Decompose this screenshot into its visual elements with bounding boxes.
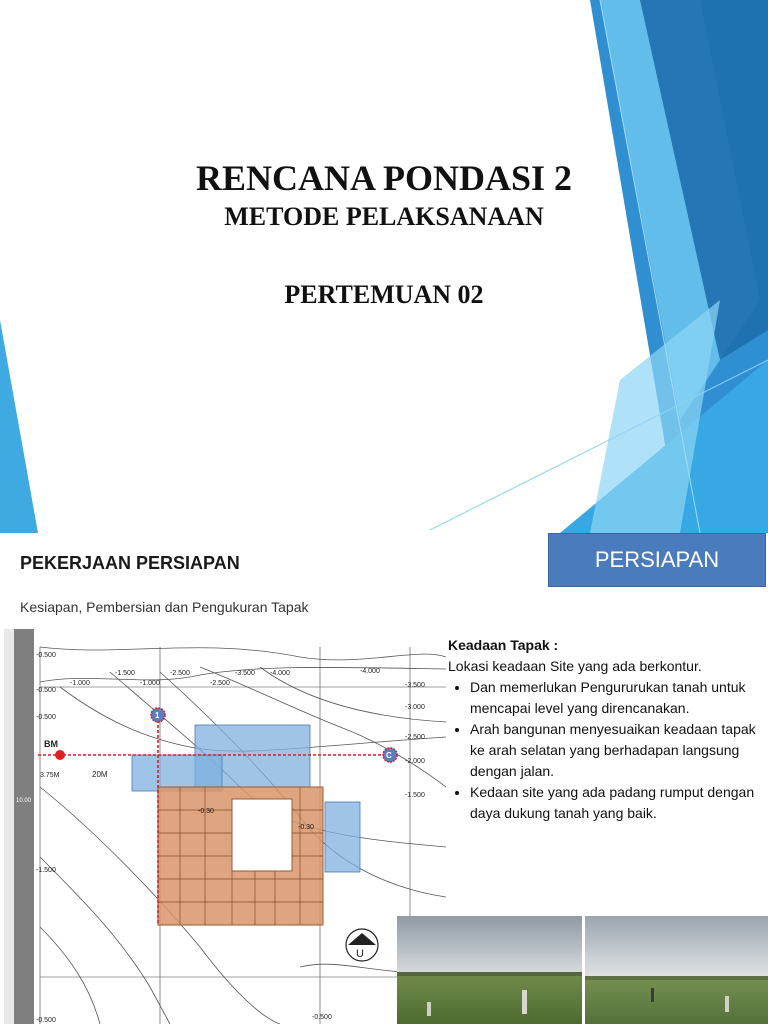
bm-marker <box>55 750 65 760</box>
level-label: -3.000 <box>405 704 425 711</box>
distance-large-label: 20M <box>92 770 108 779</box>
level-label: -0.30 <box>198 808 214 815</box>
road-shoulder <box>4 629 14 1024</box>
info-bullet: • Dan memerlukan Pengururukan tanah untuk mencapai level yang direncanakan. <box>470 677 766 719</box>
photo-survey-post <box>522 990 527 1014</box>
level-label: -2.500 <box>210 680 230 687</box>
section-subtitle: Kesiapan, Pembersian dan Pengukuran Tapak <box>20 599 309 615</box>
photo-survey-post <box>725 996 729 1012</box>
level-label: -1.000 <box>70 680 90 687</box>
deco-left-triangle <box>0 320 38 533</box>
site-photo-2-image <box>585 916 768 1024</box>
level-label: -4.000 <box>360 668 380 675</box>
section-title: PEKERJAAN PERSIAPAN <box>20 553 240 573</box>
site-photo-2 <box>585 916 768 1024</box>
foundation-void <box>232 799 292 871</box>
road-strip <box>14 629 34 1024</box>
level-label: -0.500 <box>36 1017 56 1024</box>
level-label: -2.500 <box>170 670 190 677</box>
photo-sky <box>397 916 582 976</box>
blue-block-left <box>132 755 222 791</box>
photo-grass <box>585 980 768 1024</box>
level-label: -2.500 <box>405 734 425 741</box>
persiapan-badge: PERSIAPAN <box>548 533 766 587</box>
blue-block-right <box>325 802 360 872</box>
level-left-label: 10.00 <box>16 798 32 804</box>
slide-subtitle: METODE PELAKSANAAN <box>224 202 544 231</box>
foundation-block <box>158 787 323 925</box>
photo-survey-post <box>427 1002 431 1016</box>
photo-grass <box>397 976 582 1024</box>
site-photo-1-image <box>397 916 582 1024</box>
info-bullet: • Kedaan site yang ada padang rumput dengan daya dukung tanah yang baik. <box>470 782 766 824</box>
site-info-panel <box>448 635 766 824</box>
level-label: -1.000 <box>140 680 160 687</box>
level-label: -2.000 <box>405 758 425 765</box>
info-bullet: • Arah bangunan menyesuaikan keadaan tapak ke arah selatan yang berhadapan langsung dengan jalan. <box>470 719 766 782</box>
slide-title: RENCANA PONDASI 2 <box>195 158 573 198</box>
level-label: -0.500 <box>36 714 56 721</box>
content-slide <box>0 533 768 1024</box>
north-label: U <box>356 948 364 960</box>
level-label: -3.500 <box>235 670 255 677</box>
level-label: -0.500 <box>36 687 56 694</box>
axis-1-label: 1 <box>155 711 160 720</box>
level-label: -0.30 <box>298 824 314 831</box>
level-label: -4.000 <box>270 670 290 677</box>
bm-label: BM <box>44 739 58 749</box>
info-intro: Lokasi keadaan Site yang ada berkontur. <box>448 658 702 674</box>
level-label: -0.500 <box>312 1014 332 1021</box>
photo-sky <box>585 916 768 980</box>
site-photo-1 <box>397 916 582 1024</box>
axis-c-label: C <box>386 751 392 760</box>
meeting-label: PERTEMUAN 02 <box>284 280 484 309</box>
distance-small-label: 3.75M <box>40 772 60 779</box>
photo-person <box>651 988 654 1002</box>
level-label: -0.500 <box>36 652 56 659</box>
level-label: -1.500 <box>405 792 425 799</box>
info-bullet-list <box>448 677 766 824</box>
level-label: -1.500 <box>36 867 56 874</box>
level-label: -3.500 <box>405 682 425 689</box>
site-plan-drawing <box>0 627 446 1024</box>
level-label: -1.500 <box>115 670 135 677</box>
info-heading: Keadaan Tapak : <box>448 637 559 653</box>
